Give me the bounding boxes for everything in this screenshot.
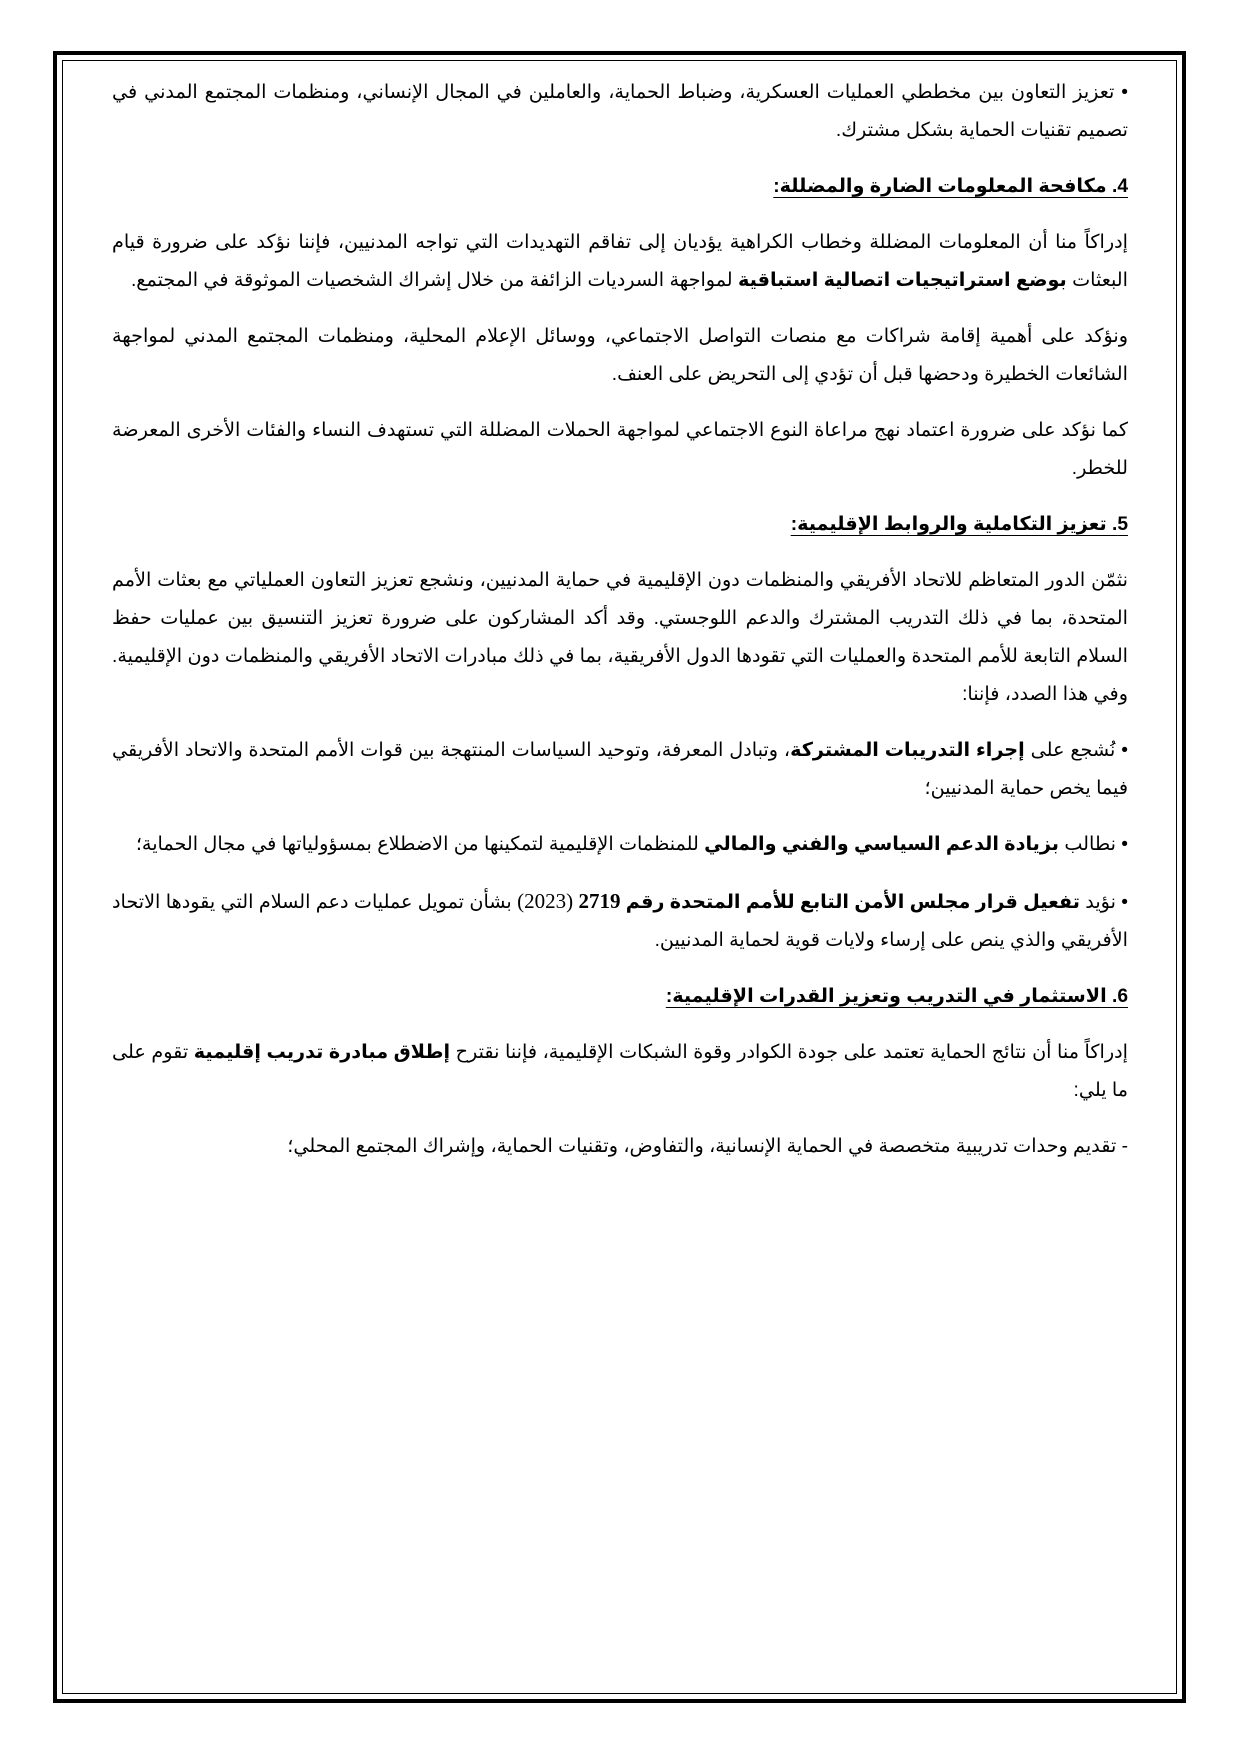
paragraph-misinformation-2: ونؤكد على أهمية إقامة شراكات مع منصات التواصل الاجتماعي، ووسائل الإعلام المحلية، ومنظمات المجتمع المدني لمواجهة الشائعات الخطيرة ودحضها قبل أن تؤدي إلى التحريض على العنف. (112, 326, 1128, 385)
document-body (112, 74, 1128, 1184)
dash-paragraph-training-modules: - تقديم وحدات تدريبية متخصصة في الحماية الإنسانية، والتفاوض، وتقنيات الحماية، وإشراك المجتمع المحلي؛ (287, 1136, 1128, 1157)
section-heading-6: 6. الاستثمار في التدريب وتعزيز القدرات الإقليمية: (665, 986, 1128, 1007)
paragraph-training-1: إدراكاً منا أن نتائج الحماية تعتمد على جودة الكوادر وقوة الشبكات الإقليمية، فإننا نقترح إطلاق مبادرة تدريب إقليمية تقوم على ما يلي: (112, 1042, 1129, 1101)
paragraph-regional-1: نثمّن الدور المتعاظم للاتحاد الأفريقي والمنظمات دون الإقليمية في حماية المدنيين، ونشجع تعزيز التعاون العملياتي مع بعثات الأمم المتحدة، بما في ذلك التدريب المشترك والدعم اللوجستي. وقد أكد المشاركون على ضرورة تعزيز التنسيق بين عمليات حفظ السلام التابعة للأمم المتحدة والعمليات التي تقودها الدول الأفريقية، بما في ذلك مبادرات الاتحاد الأفريقي والمنظمات دون الإقليمية. وفي هذا الصدد، فإننا: (112, 570, 1128, 705)
section-heading-4: 4. مكافحة المعلومات الضارة والمضللة: (773, 176, 1128, 197)
bullet-paragraph-support: • نطالب بزيادة الدعم السياسي والفني والمالي للمنظمات الإقليمية لتمكينها من الاضطلاع بمسؤولياتها في مجال الحماية؛ (135, 834, 1128, 855)
paragraph-misinformation-1: إدراكاً منا أن المعلومات المضللة وخطاب الكراهية يؤديان إلى تفاقم التهديدات التي تواجه المدنيين، فإننا نؤكد على ضرورة قيام البعثات بوضع استراتيجيات اتصالية استباقية لمواجهة السرديات الزائفة من خلال إشراك الشخصيات الموثوقة في المجتمع. (112, 232, 1128, 291)
bullet-paragraph-joint-training: • نُشجع على إجراء التدريبات المشتركة، وتبادل المعرفة، وتوحيد السياسات المنتهجة بين قوات الأمم المتحدة والاتحاد الأفريقي فيما يخص حماية المدنيين؛ (112, 740, 1129, 799)
paragraph-misinformation-3: كما نؤكد على ضرورة اعتماد نهج مراعاة النوع الاجتماعي لمواجهة الحملات المضللة التي تستهدف النساء والفئات الأخرى المعرضة للخطر. (112, 420, 1128, 479)
section-heading-5: 5. تعزيز التكاملية والروابط الإقليمية: (790, 514, 1128, 535)
bullet-paragraph-resolution: • نؤيد تفعيل قرار مجلس الأمن التابع للأمم المتحدة رقم 2719 (2023) بشأن تمويل عمليات دعم السلام التي يقودها الاتحاد الأفريقي والذي ينص على إرساء ولايات قوية لحماية المدنيين. (112, 889, 1128, 951)
bullet-paragraph-cooperation: • تعزيز التعاون بين مخططي العمليات العسكرية، وضباط الحماية، والعاملين في المجال الإنساني، ومنظمات المجتمع المدني في تصميم تقنيات الحماية بشكل مشترك. (112, 82, 1128, 141)
